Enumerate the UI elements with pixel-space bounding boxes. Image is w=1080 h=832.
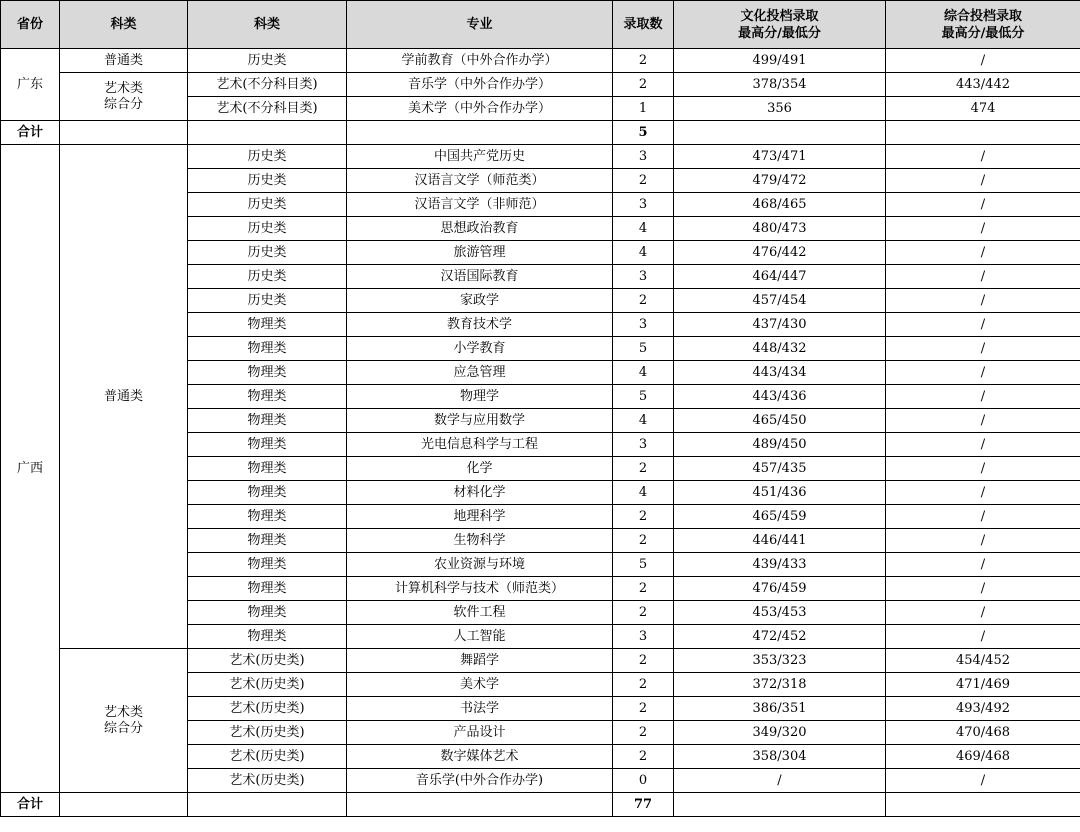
culture-score-cell: 446/441 <box>674 529 886 553</box>
category-cell <box>60 73 188 121</box>
major-cell: 家政学 <box>347 289 613 313</box>
comprehensive-score-cell: / <box>886 553 1080 577</box>
culture-score-cell: 356 <box>674 97 886 121</box>
header-major: 专业 <box>347 1 613 49</box>
culture-score-cell: 439/433 <box>674 553 886 577</box>
major-cell: 农业资源与环境 <box>347 553 613 577</box>
count-cell: 0 <box>613 769 674 793</box>
comprehensive-score-cell: 454/452 <box>886 649 1080 673</box>
major-cell: 美术学 <box>347 673 613 697</box>
subject-cell: 艺术(历史类) <box>188 721 347 745</box>
culture-score-cell: 372/318 <box>674 673 886 697</box>
subject-cell: 艺术(不分科目类) <box>188 97 347 121</box>
major-cell: 学前教育（中外合作办学） <box>347 49 613 73</box>
category-line1: 艺术类 <box>103 80 143 96</box>
subject-cell: 艺术(历史类) <box>188 697 347 721</box>
culture-score-cell: 443/436 <box>674 385 886 409</box>
count-cell: 2 <box>613 457 674 481</box>
culture-score-cell: / <box>674 769 886 793</box>
major-cell: 小学教育 <box>347 337 613 361</box>
count-cell: 2 <box>613 577 674 601</box>
empty-cell <box>188 121 347 145</box>
culture-score-cell: 489/450 <box>674 433 886 457</box>
subject-cell: 历史类 <box>188 289 347 313</box>
subject-cell: 物理类 <box>188 625 347 649</box>
count-cell: 2 <box>613 529 674 553</box>
major-cell: 美术学（中外合作办学） <box>347 97 613 121</box>
subject-cell: 历史类 <box>188 193 347 217</box>
subject-cell: 物理类 <box>188 529 347 553</box>
comprehensive-score-cell: / <box>886 145 1080 169</box>
culture-score-cell: 437/430 <box>674 313 886 337</box>
empty-cell <box>347 121 613 145</box>
subject-cell: 物理类 <box>188 409 347 433</box>
table-row <box>1 145 1080 169</box>
header-category: 科类 <box>60 1 188 49</box>
subject-cell: 艺术(历史类) <box>188 769 347 793</box>
header-subject: 科类 <box>188 1 347 49</box>
culture-score-cell: 480/473 <box>674 217 886 241</box>
culture-score-cell: 457/435 <box>674 457 886 481</box>
culture-score-cell: 451/436 <box>674 481 886 505</box>
category-cell: 普通类 <box>60 49 188 73</box>
total-count: 5 <box>613 121 674 145</box>
count-cell: 2 <box>613 73 674 97</box>
major-cell: 化学 <box>347 457 613 481</box>
major-cell: 计算机科学与技术（师范类） <box>347 577 613 601</box>
culture-score-cell: 476/459 <box>674 577 886 601</box>
comprehensive-score-cell: / <box>886 361 1080 385</box>
total-row <box>1 793 1080 817</box>
header-province: 省份 <box>1 1 60 49</box>
count-cell: 4 <box>613 481 674 505</box>
count-cell: 2 <box>613 169 674 193</box>
comprehensive-score-cell: / <box>886 409 1080 433</box>
major-cell: 思想政治教育 <box>347 217 613 241</box>
count-cell: 2 <box>613 649 674 673</box>
count-cell: 4 <box>613 217 674 241</box>
comprehensive-score-cell: 443/442 <box>886 73 1080 97</box>
comprehensive-score-cell: / <box>886 193 1080 217</box>
major-cell: 汉语言文学（师范类） <box>347 169 613 193</box>
total-label: 合计 <box>1 793 60 817</box>
empty-cell <box>886 121 1080 145</box>
major-cell: 书法学 <box>347 697 613 721</box>
comprehensive-score-cell: 471/469 <box>886 673 1080 697</box>
subject-cell: 物理类 <box>188 457 347 481</box>
culture-score-cell: 378/354 <box>674 73 886 97</box>
subject-cell: 艺术(历史类) <box>188 745 347 769</box>
subject-cell: 物理类 <box>188 385 347 409</box>
category-line1: 艺术类 <box>103 704 143 720</box>
comprehensive-score-cell: 470/468 <box>886 721 1080 745</box>
major-cell: 音乐学（中外合作办学） <box>347 73 613 97</box>
table-row <box>1 649 1080 673</box>
count-cell: 3 <box>613 625 674 649</box>
subject-cell: 艺术(历史类) <box>188 673 347 697</box>
count-cell: 4 <box>613 409 674 433</box>
subject-cell: 历史类 <box>188 145 347 169</box>
count-cell: 3 <box>613 265 674 289</box>
comprehensive-score-cell: / <box>886 337 1080 361</box>
empty-cell <box>188 793 347 817</box>
comprehensive-score-cell: / <box>886 313 1080 337</box>
comprehensive-score-cell: 469/468 <box>886 745 1080 769</box>
culture-score-cell: 448/432 <box>674 337 886 361</box>
major-cell: 光电信息科学与工程 <box>347 433 613 457</box>
empty-cell <box>60 121 188 145</box>
subject-cell: 物理类 <box>188 433 347 457</box>
table-row <box>1 49 1080 73</box>
major-cell: 生物科学 <box>347 529 613 553</box>
count-cell: 3 <box>613 433 674 457</box>
count-cell: 2 <box>613 49 674 73</box>
count-cell: 5 <box>613 337 674 361</box>
count-cell: 2 <box>613 721 674 745</box>
major-cell: 汉语国际教育 <box>347 265 613 289</box>
subject-cell: 历史类 <box>188 241 347 265</box>
subject-cell: 物理类 <box>188 601 347 625</box>
guangxi-section <box>1 145 1080 817</box>
subject-cell: 物理类 <box>188 361 347 385</box>
culture-score-cell: 457/454 <box>674 289 886 313</box>
major-cell: 地理科学 <box>347 505 613 529</box>
total-count: 77 <box>613 793 674 817</box>
comprehensive-score-cell: 474 <box>886 97 1080 121</box>
subject-cell: 艺术(历史类) <box>188 649 347 673</box>
count-cell: 2 <box>613 745 674 769</box>
total-row <box>1 121 1080 145</box>
count-cell: 1 <box>613 97 674 121</box>
province-cell: 广东 <box>1 49 60 121</box>
count-cell: 3 <box>613 313 674 337</box>
major-cell: 旅游管理 <box>347 241 613 265</box>
major-cell: 汉语言文学（非师范） <box>347 193 613 217</box>
subject-cell: 物理类 <box>188 577 347 601</box>
culture-score-cell: 479/472 <box>674 169 886 193</box>
comprehensive-score-cell: / <box>886 529 1080 553</box>
subject-cell: 物理类 <box>188 553 347 577</box>
count-cell: 4 <box>613 241 674 265</box>
major-cell: 数学与应用数学 <box>347 409 613 433</box>
comprehensive-score-cell: / <box>886 601 1080 625</box>
major-cell: 教育技术学 <box>347 313 613 337</box>
empty-cell <box>674 793 886 817</box>
comprehensive-score-cell: / <box>886 241 1080 265</box>
comprehensive-score-cell: / <box>886 481 1080 505</box>
count-cell: 5 <box>613 553 674 577</box>
subject-cell: 物理类 <box>188 313 347 337</box>
subject-cell: 历史类 <box>188 217 347 241</box>
major-cell: 应急管理 <box>347 361 613 385</box>
empty-cell <box>60 793 188 817</box>
count-cell: 5 <box>613 385 674 409</box>
culture-score-cell: 465/459 <box>674 505 886 529</box>
major-cell: 材料化学 <box>347 481 613 505</box>
comprehensive-score-cell: 493/492 <box>886 697 1080 721</box>
culture-score-cell: 443/434 <box>674 361 886 385</box>
comprehensive-score-cell: / <box>886 769 1080 793</box>
comprehensive-score-cell: / <box>886 625 1080 649</box>
major-cell: 舞蹈学 <box>347 649 613 673</box>
count-cell: 4 <box>613 361 674 385</box>
count-cell: 2 <box>613 289 674 313</box>
culture-score-cell: 473/471 <box>674 145 886 169</box>
major-cell: 中国共产党历史 <box>347 145 613 169</box>
culture-score-cell: 464/447 <box>674 265 886 289</box>
header-comp-line2: 最高分/最低分 <box>941 25 1025 41</box>
count-cell: 3 <box>613 193 674 217</box>
category-line2: 综合分 <box>103 96 143 112</box>
subject-cell: 历史类 <box>188 169 347 193</box>
comprehensive-score-cell: / <box>886 49 1080 73</box>
comprehensive-score-cell: / <box>886 217 1080 241</box>
comprehensive-score-cell: / <box>886 169 1080 193</box>
subject-cell: 物理类 <box>188 481 347 505</box>
major-cell: 软件工程 <box>347 601 613 625</box>
subject-cell: 历史类 <box>188 265 347 289</box>
empty-cell <box>886 793 1080 817</box>
count-cell: 3 <box>613 145 674 169</box>
culture-score-cell: 476/442 <box>674 241 886 265</box>
header-row <box>1 1 1080 49</box>
count-cell: 2 <box>613 697 674 721</box>
subject-cell: 物理类 <box>188 337 347 361</box>
comprehensive-score-cell: / <box>886 289 1080 313</box>
header-culture-line1: 文化投档录取 <box>740 8 819 24</box>
comprehensive-score-cell: / <box>886 577 1080 601</box>
category-cell: 普通类 <box>60 145 188 649</box>
culture-score-cell: 465/450 <box>674 409 886 433</box>
header-culture-line2: 最高分/最低分 <box>738 25 821 41</box>
culture-score-cell: 453/453 <box>674 601 886 625</box>
major-cell: 产品设计 <box>347 721 613 745</box>
category-line2: 综合分 <box>103 720 143 736</box>
comprehensive-score-cell: / <box>886 457 1080 481</box>
subject-cell: 历史类 <box>188 49 347 73</box>
header-culture-score <box>674 1 886 49</box>
subject-cell: 艺术(不分科目类) <box>188 73 347 97</box>
header-comp-line1: 综合投档录取 <box>943 8 1022 24</box>
culture-score-cell: 349/320 <box>674 721 886 745</box>
comprehensive-score-cell: / <box>886 385 1080 409</box>
count-cell: 2 <box>613 601 674 625</box>
culture-score-cell: 468/465 <box>674 193 886 217</box>
count-cell: 2 <box>613 673 674 697</box>
major-cell: 音乐学(中外合作办学) <box>347 769 613 793</box>
major-cell: 数字媒体艺术 <box>347 745 613 769</box>
empty-cell <box>347 793 613 817</box>
major-cell: 物理学 <box>347 385 613 409</box>
province-cell: 广西 <box>1 145 60 793</box>
major-cell: 人工智能 <box>347 625 613 649</box>
category-cell <box>60 649 188 793</box>
empty-cell <box>674 121 886 145</box>
count-cell: 2 <box>613 505 674 529</box>
comprehensive-score-cell: / <box>886 505 1080 529</box>
culture-score-cell: 386/351 <box>674 697 886 721</box>
comprehensive-score-cell: / <box>886 265 1080 289</box>
comprehensive-score-cell: / <box>886 433 1080 457</box>
header-comprehensive-score <box>886 1 1080 49</box>
culture-score-cell: 353/323 <box>674 649 886 673</box>
subject-cell: 物理类 <box>188 505 347 529</box>
total-label: 合计 <box>1 121 60 145</box>
culture-score-cell: 499/491 <box>674 49 886 73</box>
culture-score-cell: 358/304 <box>674 745 886 769</box>
culture-score-cell: 472/452 <box>674 625 886 649</box>
header-count: 录取数 <box>613 1 674 49</box>
table-row <box>1 73 1080 97</box>
